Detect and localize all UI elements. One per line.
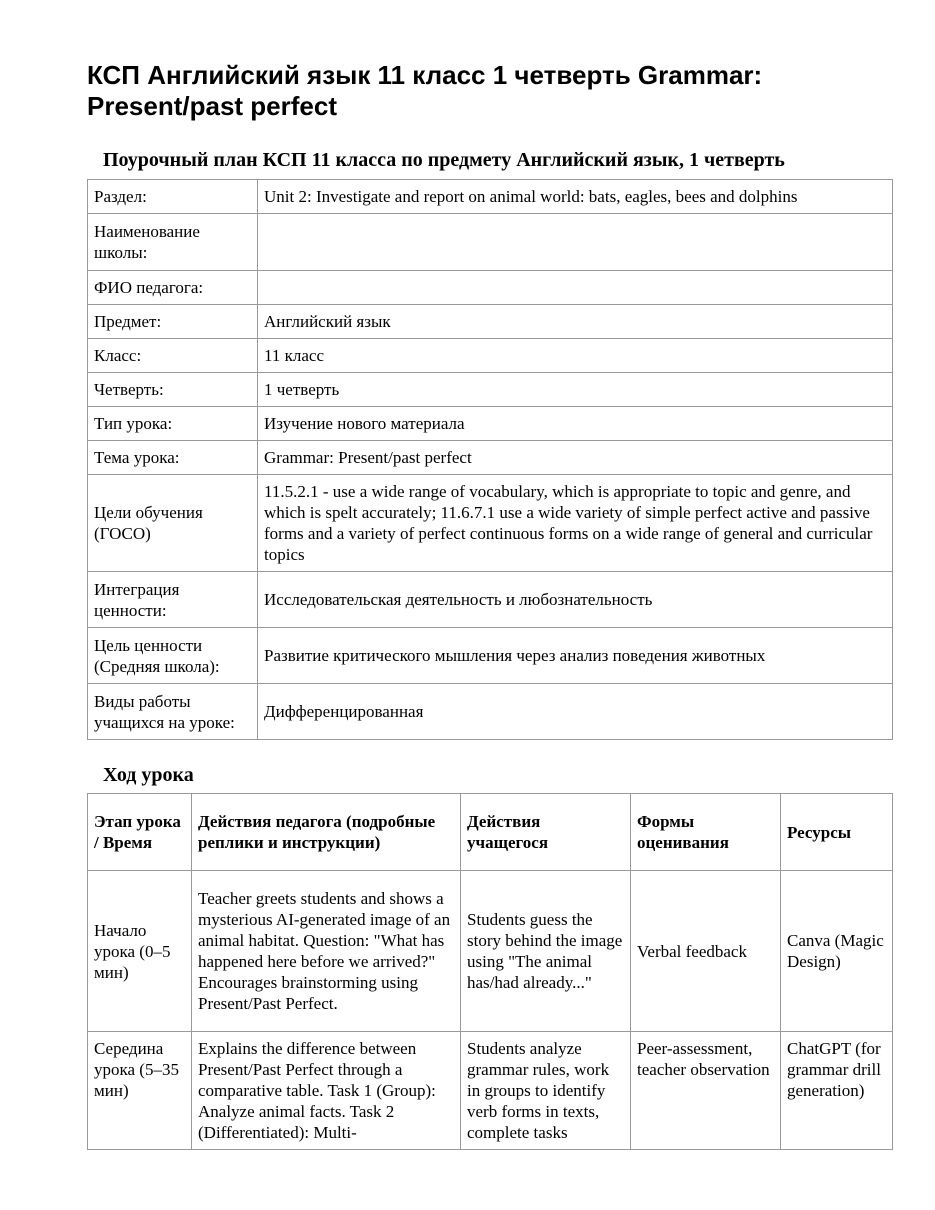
lesson-flow-table: [87, 793, 893, 1150]
header-stage: Этап урока / Время: [88, 794, 192, 871]
info-value: 11.5.2.1 - use a wide range of vocabulary, which is appropriate to topic and genre, and which is spelt accurately; 11.6.7.1 use a wide variety of simple perfect active and passive forms and a variety of perfect continuous forms on a wide range of general and curricular topics: [258, 475, 893, 572]
info-row: [88, 628, 893, 684]
info-row: [88, 441, 893, 475]
info-key: Предмет:: [88, 305, 258, 339]
header-assessment: Формы оценивания: [631, 794, 781, 871]
stage-cell: [88, 1032, 192, 1150]
info-value: [258, 214, 893, 271]
teacher-actions-text: Explains the difference between Present/Past Perfect through a comparative table. Task 1 (Group): Analyze animal facts. Task 2 (Differentiated): Multi-: [198, 1039, 436, 1142]
info-value: 11 класс: [258, 339, 893, 373]
student-actions-text: Students analyze grammar rules, work in groups to identify verb forms in texts, complete tasks: [467, 1039, 610, 1142]
info-key: Четверть:: [88, 373, 258, 407]
plan-heading: Поурочный план КСП 11 класса по предмету Английский язык, 1 четверть: [103, 149, 785, 171]
info-key: Раздел:: [88, 180, 258, 214]
info-row: [88, 373, 893, 407]
info-row: [88, 407, 893, 441]
lesson-header-row: [88, 794, 893, 871]
info-row: [88, 475, 893, 572]
info-row: [88, 305, 893, 339]
header-students: Действия учащегося: [461, 794, 631, 871]
assessment-text: Peer-assessment, teacher observation: [637, 1039, 770, 1079]
info-row: [88, 271, 893, 305]
info-row: [88, 214, 893, 271]
info-value: Исследовательская деятельность и любознательность: [258, 572, 893, 628]
info-value: Unit 2: Investigate and report on animal world: bats, eagles, bees and dolphins: [258, 180, 893, 214]
lesson-row: [88, 1032, 893, 1150]
info-row: [88, 180, 893, 214]
student-actions-cell: Students guess the story behind the image using "The animal has/had already...": [461, 871, 631, 1032]
info-key: ФИО педагога:: [88, 271, 258, 305]
info-key: Интеграция ценности:: [88, 572, 258, 628]
info-key: Тема урока:: [88, 441, 258, 475]
document-title: КСП Английский язык 11 класс 1 четверть Grammar: Present/past perfect: [87, 60, 763, 121]
info-value: Развитие критического мышления через анализ поведения животных: [258, 628, 893, 684]
resources-cell: [781, 1032, 893, 1150]
stage-cell: Начало урока (0–5 мин): [88, 871, 192, 1032]
stage-text: Середина урока (5–35 мин): [94, 1039, 179, 1100]
assessment-cell: Verbal feedback: [631, 871, 781, 1032]
teacher-actions-cell: Teacher greets students and shows a mysterious AI-generated image of an animal habitat. Question: "What has happened here before we arrived?" Encourages brainstorming using Present/Past Perfect.: [192, 871, 461, 1032]
assessment-cell: [631, 1032, 781, 1150]
info-value: [258, 271, 893, 305]
info-row: [88, 684, 893, 740]
info-value: Английский язык: [258, 305, 893, 339]
resources-cell: Canva (Magic Design): [781, 871, 893, 1032]
header-resources: Ресурсы: [781, 794, 893, 871]
teacher-actions-cell: [192, 1032, 461, 1150]
header-teacher: Действия педагога (подробные реплики и инструкции): [192, 794, 461, 871]
info-value: Grammar: Present/past perfect: [258, 441, 893, 475]
info-key: Цель ценности (Средняя школа):: [88, 628, 258, 684]
info-value: Изучение нового материала: [258, 407, 893, 441]
info-key: Виды работы учащихся на уроке:: [88, 684, 258, 740]
student-actions-cell: [461, 1032, 631, 1150]
lesson-row: [88, 871, 893, 1032]
resources-text: ChatGPT (for grammar drill generation): [787, 1039, 881, 1100]
info-row: [88, 572, 893, 628]
info-key: Наименование школы:: [88, 214, 258, 271]
info-key: Тип урока:: [88, 407, 258, 441]
lesson-info-table: [87, 179, 893, 740]
info-value: Дифференцированная: [258, 684, 893, 740]
info-value: 1 четверть: [258, 373, 893, 407]
info-key: Класс:: [88, 339, 258, 373]
lesson-heading: Ход урока: [103, 764, 194, 786]
info-row: [88, 339, 893, 373]
info-key: Цели обучения (ГОСО): [88, 475, 258, 572]
